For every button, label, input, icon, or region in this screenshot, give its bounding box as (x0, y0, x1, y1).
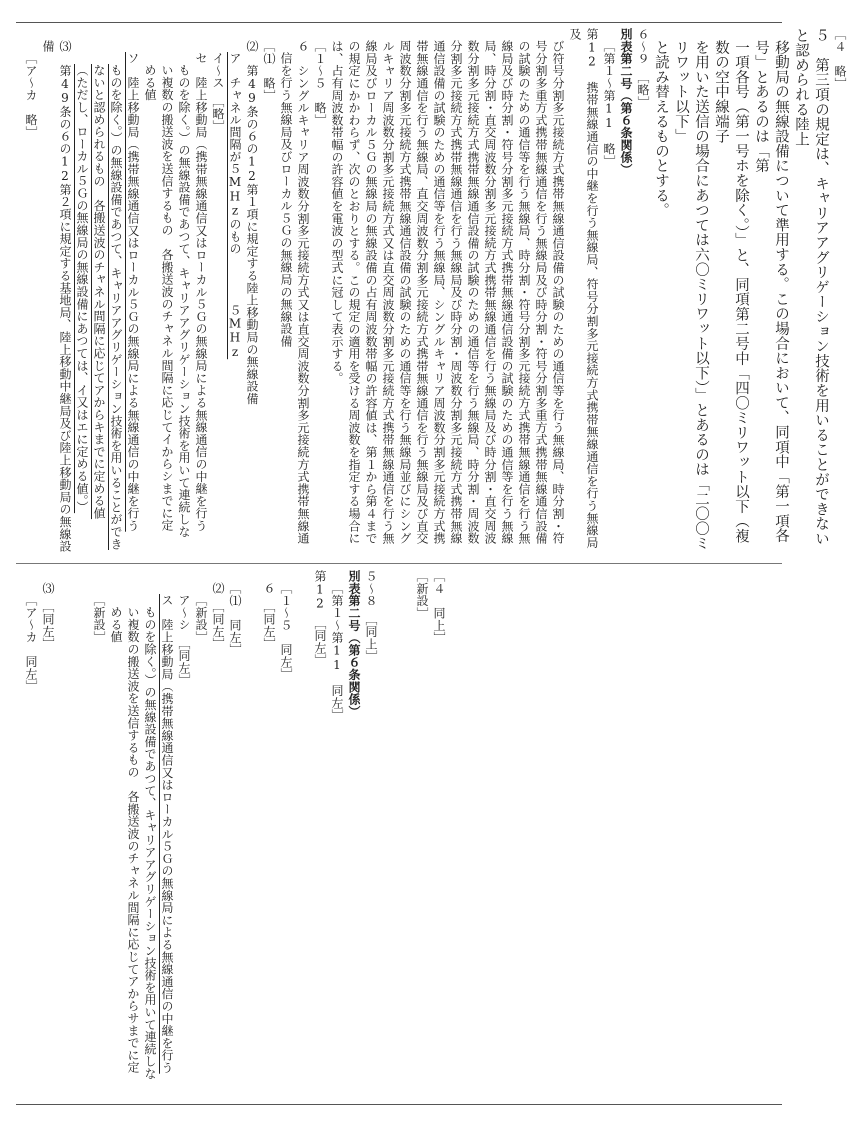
para-5-line: 移動局の無線設備について準用する。この場合において、同項中「第一項各号」とあるのは「第 (753, 40, 789, 544)
item-12-line: は、占有周波数帯幅の許容値を電波の型式に冠して表示する。 (330, 40, 344, 385)
new-provision: ［新設］ (194, 594, 208, 644)
item-12-line: ルキャリア周波数分割多元接続方式又は直交周波数分割多元接続方式携帯無線通信を行う無 (381, 40, 395, 545)
item-su-line: ス 陸上移動局（携帯無線通信又はローカル５Ｇの無線局による無線通信の中継を行う (160, 594, 174, 1074)
amended-text-panel (22, 28, 847, 556)
item-12-line: 帯無線通信を行う無線局、直交周波数分割多元接続方式携帯無線通信を行う無線局及び直交 (415, 40, 429, 545)
para-4: ［４ 略］ (833, 28, 847, 90)
item-12-line: 数分割多元接続方式携帯無線通信設備の試験のための通信等を行う無線局、時分割・周波数 (466, 40, 480, 545)
current-text (22, 570, 447, 1098)
item-a: ア チャネル間隔が５MHzのもの ５MHz (228, 52, 242, 360)
new-provision: ［新設］ (415, 570, 429, 620)
item-so-line: ないと認められるもの 各搬送波のチャネル間隔に応じてアからキまでに定める値 (92, 64, 106, 520)
item-so-line: （ただし、ローカル５Ｇの無線局の無線設備にあつては、イ又はエに定める値。） (75, 64, 89, 514)
sub-item-2: ⑵ ［同左］ (211, 582, 225, 650)
sub-item-1: ［⑴ 同左］ (228, 582, 242, 656)
item-12-line: 通信設備の試験のための通信等を行う無線局、シングルキャリア周波数分割多元接続方式携 (432, 40, 446, 545)
items-a-shi: ア〜シ ［同左］ (177, 594, 191, 687)
sub-item-3: ⑶ ［同左］ (41, 582, 55, 650)
sub-item-1: ［⑴ 略］ (262, 40, 276, 102)
new-provision: ［新設］ (92, 594, 106, 644)
sub-item-3-a-ka: ［ア〜カ 同左］ (24, 594, 38, 693)
para-4: ［４ 同上］ (432, 570, 446, 644)
item-se-line: い複数の搬送波を送信するもの 各搬送波のチャネル間隔に応じてイからシまでに定 (160, 64, 174, 532)
item-12-line: 局、時分割・直交周波数分割多元接続方式携帯無線通信を行う無線局及び時分割・直交周波 (483, 40, 497, 545)
item-12-line: 号分割多重方式携帯無線通信を行う無線局及び時分割・符号分割多重方式携帯無線通信設備 (534, 40, 548, 545)
amended-text (22, 28, 848, 556)
bottom-rule (16, 1104, 782, 1105)
para-5-line: 一項各号（第一号ホを除く。）」と、同項第二号中「四〇ミリワット以下（複数の空中線端子 (713, 40, 749, 544)
item-su-line: い複数の搬送波を送信するもの 各搬送波のチャネル間隔に応じてアからサまでに定 (126, 606, 140, 1074)
items-1-11: ［第１〜第11 同左］ (330, 582, 344, 722)
item-12: 第12 ［同左］ (313, 570, 327, 667)
sub-item-3: ⑶ 第49条の６の12第２項に規定する基地局、陸上移動中継局及び陸上移動局の無線設備 (41, 40, 72, 553)
para-5-8: ５〜８ ［同上］ (364, 570, 378, 663)
section-divider (16, 563, 782, 564)
item-su-line: める値 (109, 606, 123, 643)
para-5-line: を用いた送信の場合にあつては六〇ミリワット以下）」とあるのは「二〇〇ミリワット以下」 (673, 40, 709, 551)
item-se-line: セ 陸上移動局（携帯無線通信又はローカル５Ｇの無線局による無線通信の中継を行う (194, 52, 208, 532)
item-6-line: 信を行う無線局及びローカル５Ｇの無線局の無線設備 (279, 52, 293, 348)
para-5-line: と読み替えるものとする。 (653, 40, 669, 218)
item-12-line: 線局及び時分割・符号分割多元接続方式携帯無線通信設備の試験のための通信等を行う無線 (500, 40, 514, 545)
para-6-9: ６〜９ ［略］ (636, 28, 650, 109)
item-12-line: の規定にかかわらず、次のとおりとする。この規定の適用を受ける周波数を指定する場合に (347, 40, 361, 545)
appendix-heading: 別表第二号（第６条関係） (347, 570, 361, 718)
item-6-line: ６ シングルキャリア周波数分割多元接続方式又は直交周波数分割多元接続方式携帯無線通 (296, 40, 310, 545)
item-12-line: 周波数分割多元接続方式携帯無線通信設備の試験のための通信等を行う無線局並びにシング (398, 40, 412, 545)
item-12-line: 第12 携帯無線通信の中継を行う無線局、符号分割多元接続方式携帯無線通信を行う無線局及 (568, 28, 599, 549)
items-1-11: ［第１〜第11 略］ (602, 40, 616, 167)
items-i-su: イ〜ス ［略］ (211, 52, 225, 133)
item-6: ６ ［同左］ (262, 582, 276, 650)
item-se-line: ものを除く。）の無線設備であつて、キャリアアグリゲーション技術を用いて連続しな (177, 64, 191, 538)
item-su-line: ものを除く。）の無線設備であつて、キャリアアグリゲーション技術を用いて連続しな (143, 606, 157, 1080)
para-5-line: ５ 第三項の規定は、キャリアアグリゲーション技術を用いることができないと認められる陸上 (793, 28, 829, 546)
item-so-line: ソ 陸上移動局（携帯無線通信又はローカル５Ｇの無線局による無線通信の中継を行う (126, 52, 140, 532)
top-rule (16, 22, 782, 23)
item-so-line: ものを除く。）の無線設備であつて、キャリアアグリゲーション技術を用いることができ (109, 64, 123, 550)
item-12-line: 分割多元接続方式携帯無線通信を行う無線局及び時分割・周波数分割多元接続方式携帯無線 (449, 40, 463, 545)
item-12-line: 線局及びローカル５Ｇの無線局の無線設備の占有周波数帯幅の許容値は、第１から第４まで (364, 40, 378, 545)
items-1-5: ［１〜５ 略］ (313, 40, 327, 127)
current-text-panel (22, 570, 780, 1098)
item-12-line: の試験のための通信等を行う無線局、時分割・符号分割多元接続方式携帯無線通信を行う無 (517, 40, 531, 545)
sub-item-2: ⑵ 第49条の６の12第１項に規定する陸上移動局の無線設備 (245, 40, 259, 405)
sub-item-3-a-ka: ［ア〜カ 略］ (24, 52, 38, 139)
item-se-line: める値 (143, 64, 157, 101)
item-12-line: び符号分割多元接続方式携帯無線通信設備の試験のための通信等を行う無線局、時分割・符 (551, 40, 565, 545)
appendix-heading: 別表第二号（第６条関係） (619, 28, 633, 176)
items-1-5: ［１〜５ 同左］ (279, 582, 293, 681)
